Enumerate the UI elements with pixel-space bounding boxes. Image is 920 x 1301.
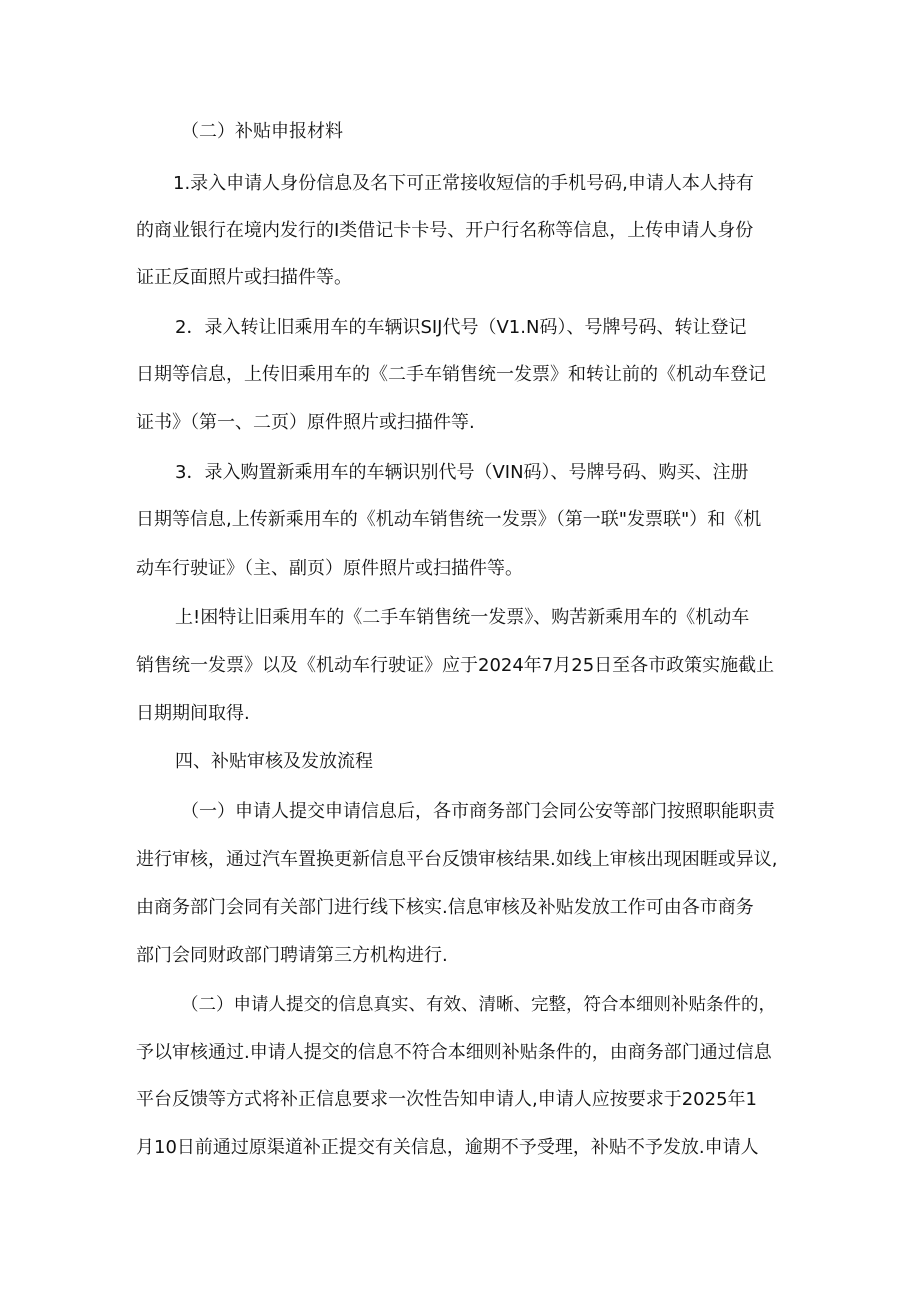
paragraph-line: 日期等信息，上传旧乘用车的《二手车销售统一发票》和转让前的《机动车登记 [136, 364, 766, 385]
paragraph-line: 平台反馈等方式将补正信息要求一次性告知申请人,申请人应按要求于2025年1 [136, 1089, 757, 1110]
paragraph-line: 部门会同财政部门聘请第三方机构进行. [136, 945, 448, 966]
paragraph-line: 动车行驶证》（主、副页）原件照片或扫描件等。 [136, 558, 523, 579]
paragraph-line: 日期等信息,上传新乘用车的《机动车销售统一发票》（第一联"发票联"）和《机 [136, 509, 762, 530]
paragraph-line: 日期期间取得. [136, 703, 250, 724]
paragraph-line: 2．录入转让旧乘用车的车辆识SIJ代号（V1.N码）、号牌号码、转让登记 [175, 317, 747, 338]
paragraph-line: （一）申请人提交申请信息后，各市商务部门会同公安等部门按照职能职责 [181, 801, 775, 822]
paragraph-line: 证正反面照片或扫描件等。 [136, 267, 352, 288]
paragraph-line: 销售统一发票》以及《机动车行驶证》应于2024年7月25日至各市政策实施截止 [136, 655, 775, 676]
paragraph-line: 由商务部门会同有关部门进行线下核实.信息审核及补贴发放工作可由各市商务 [136, 897, 754, 918]
section-heading: 四、补贴审核及发放流程 [175, 751, 373, 772]
paragraph-line: 的商业银行在境内发行的I类借记卡卡号、开户行名称等信息，上传申请人身份 [136, 220, 754, 241]
paragraph-line: 证书》（第一、二页）原件照片或扫描件等. [136, 412, 475, 433]
paragraph-line: 上!困特让旧乘用车的《二手车销售统一发票》、购苦新乘用车的《机动车 [175, 607, 750, 628]
paragraph-line: 3．录入购置新乘用车的车辆识别代号（VIN码）、号牌号码、购买、注册 [175, 462, 749, 483]
section-heading: （二）补贴申报材料 [181, 121, 343, 142]
paragraph-line: （二）申请人提交的信息真实、有效、清晰、完整，符合本细则补贴条件的， [181, 995, 776, 1015]
paragraph-line: 月10日前通过原渠道补正提交有关信息，逾期不予受理，补贴不予发放.申请人 [136, 1137, 759, 1158]
paragraph-line: 进行审核，通过汽车置换更新信息平台反馈审核结果.如线上审核出现困睚或异议, [136, 849, 778, 870]
paragraph-line: 予以审核通过.申请人提交的信息不符合本细则补贴条件的，由商务部门通过信息 [136, 1042, 772, 1063]
paragraph-line: 1.录入申请人身份信息及名下可正常接收短信的手机号码,申请人本人持有 [173, 173, 754, 194]
